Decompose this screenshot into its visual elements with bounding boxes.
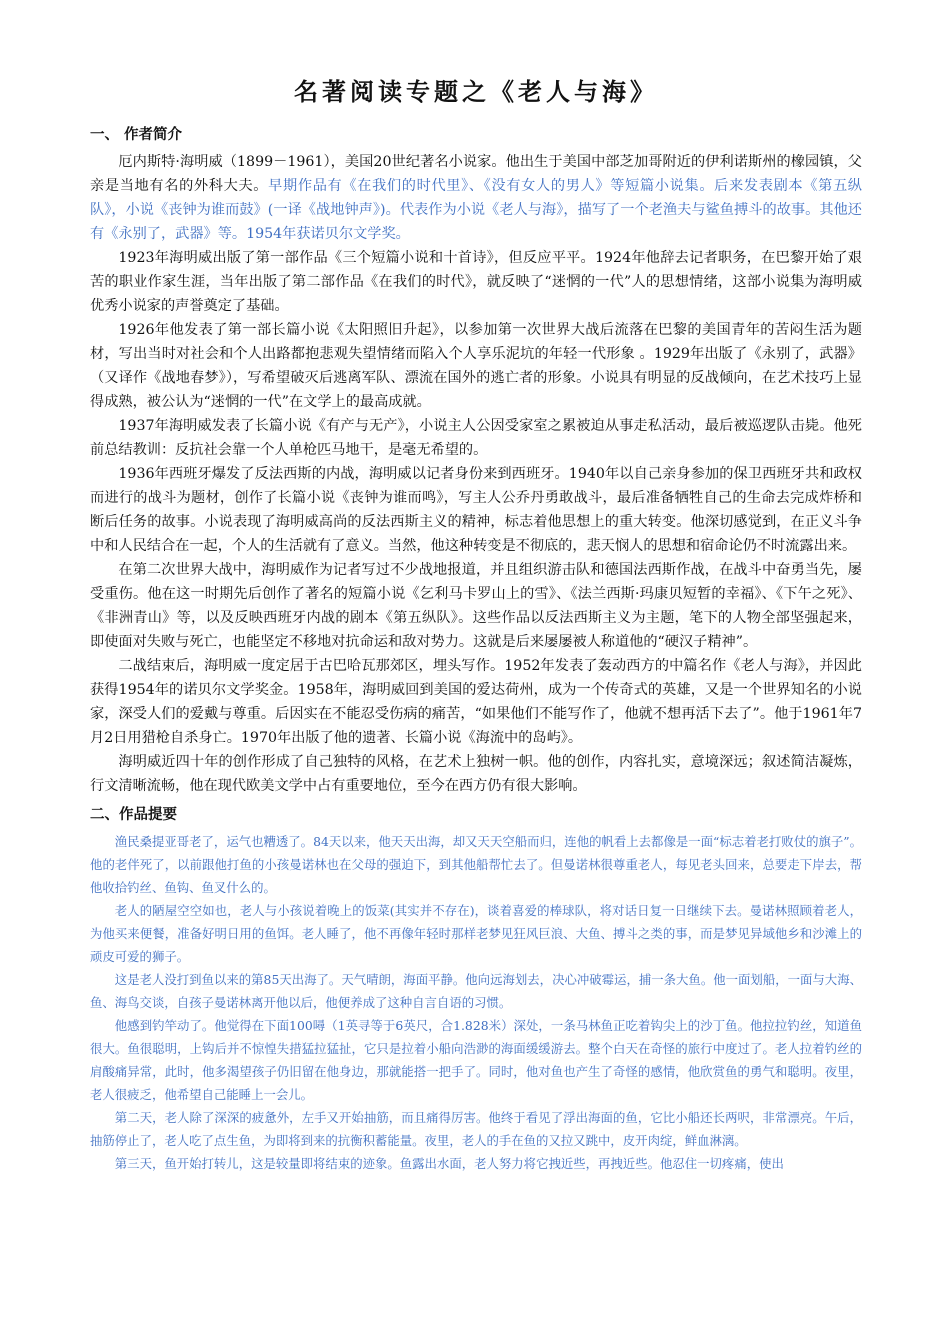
author-paragraph-7: 二战结束后，海明威一度定居于古巴哈瓦那郊区，埋头写作。1952年发表了轰动西方的中篇名作《老人与海》，并因此获得1954年的诺贝尔文学奖金。1958年，海明威回到美国的爱达荷州，成为一个传奇式的英雄，又是一个世界知名的小说家，深受人们的爱戴与尊重。后因实在不能忍受伤病的痛苦，“如果他们不能写作了，他就不想再活下去了”。他于1961年7月2日用猎枪自杀身亡。1970年出版了他的遗著、长篇小说《海流中的岛屿》。 <box>90 658 862 746</box>
author-paragraph-1-highlight: 早期作品有《在我们的时代里》、《没有女人的男人》等短篇小说集。后来发表剧本《第五纵队》，小说《丧钟为谁而鼓》(一译《战地钟声》)。代表作为小说《老人与海》，描写了一个老渔夫与鲨鱼搏斗的故事。其他还有《永别了，武器》等。1954年获诺贝尔文学奖。 <box>90 178 862 242</box>
summary-paragraph-3: 这是老人没打到鱼以来的第85天出海了。天气晴朗，海面平静。他向远海划去，决心冲破霉运，捕一条大鱼。他一面划船，一面与大海、鱼、海鸟交谈，自孩子曼诺林离开他以后，他便养成了这种自言自语的习惯。 <box>90 972 862 1010</box>
summary-paragraph-5: 第二天，老人除了深深的疲惫外，左手又开始抽筋，而且痛得厉害。他终于看见了浮出海面的鱼，它比小船还长两呎，非常漂亮。午后，抽筋停止了，老人吃了点生鱼，为即将到来的抗衡积蓄能量。夜里，老人的手在鱼的又拉又跳中，皮开肉绽，鲜血淋漓。 <box>90 1110 862 1148</box>
section-heading-author: 一、 作者简介 <box>90 127 183 143</box>
author-paragraph-3: 1926年他发表了第一部长篇小说《太阳照旧升起》，以参加第一次世界大战后流落在巴黎的美国青年的苦闷生活为题材，写出当时对社会和个人出路都抱悲观失望情绪而陷入个人享乐泥坑的年轻一代形象 。1929年出版了《永别了，武器》（又译作《战地春梦》），写希望破灭后逃离军队、漂流在国外的逃亡者的形象。小说具有明显的反战倾向，在艺术技巧上显得成熟，被公认为“迷惘的一代”在文学上的最高成就。 <box>90 322 862 410</box>
summary-section <box>90 830 862 1175</box>
author-paragraph-1-text: 厄内斯特·海明威（1899－1961），美国20世纪著名小说家。他出生于美国中部芝加哥附近的伊利诺斯州的橡园镇，父亲是当地有名的外科大夫。 <box>90 154 862 194</box>
summary-paragraph-6: 第三天，鱼开始打转儿，这是较量即将结束的迹象。鱼露出水面，老人努力将它拽近些，再拽近些。他忍住一切疼痛，使出 <box>114 1156 784 1171</box>
author-paragraph-4: 1937年海明威发表了长篇小说《有产与无产》，小说主人公因受家室之累被迫从事走私活动，最后被巡逻队击毙。他死前总结教训：反抗社会靠一个人单枪匹马地干，是毫无希望的。 <box>90 418 862 458</box>
summary-paragraph-1: 渔民桑提亚哥老了，运气也糟透了。84天以来，他天天出海，却又天天空船而归，连他的帆看上去都像是一面“标志着老打败仗的旗子”。他的老伴死了，以前跟他打鱼的小孩曼诺林也在父母的强迫下，到其他船帮忙去了。但曼诺林很尊重老人，每见老头回来，总要走下岸去，帮他收拾钓丝、鱼钩、鱼叉什么的。 <box>90 834 862 895</box>
page-title: 名著阅读专题之《老人与海》 <box>294 78 658 106</box>
author-paragraph-6: 在第二次世界大战中，海明威作为记者写过不少战地报道，并且组织游击队和德国法西斯作战，在战斗中奋勇当先，屡受重伤。他在这一时期先后创作了著名的短篇小说《乞利马卡罗山上的雪》、《法兰西斯·玛康贝短暂的幸福》、《下午之死》、《非洲青山》等，以及反映西班牙内战的剧本《第五纵队》。这些作品以反法西斯主义为主题，笔下的人物全部坚强起来，即使面对失败与死亡，也能坚定不移地对抗命运和敌对势力。这就是后来屡屡被人称道他的“硬汉子精神”。 <box>90 562 862 650</box>
summary-paragraph-2: 老人的陋屋空空如也，老人与小孩说着晚上的饭菜(其实并不存在)，谈着喜爱的棒球队，将对话日复一日继续下去。曼诺林照顾着老人，为他买来便餐，准备好明日用的鱼饵。老人睡了，他不再像年轻时那样老梦见狂风巨浪、大鱼、搏斗之类的事，而是梦见异域他乡和沙滩上的顽皮可爱的狮子。 <box>90 903 862 964</box>
section-heading-summary: 二、作品提要 <box>90 807 177 823</box>
author-paragraph-2: 1923年海明威出版了第一部作品《三个短篇小说和十首诗》，但反应平平。1924年他辞去记者职务，在巴黎开始了艰苦的职业作家生涯，当年出版了第二部作品《在我们的时代》，就反映了“迷惘的一代”人的思想情绪，这部小说集为海明威优秀小说家的声誉奠定了基础。 <box>90 250 862 314</box>
summary-paragraph-4: 他感到钓竿动了。他觉得在下面100噚（1英寻等于6英尺，合1.828米）深处，一条马林鱼正吃着钩尖上的沙丁鱼。他拉拉钓丝，知道鱼很大。鱼很聪明，上钩后并不惊惶失措猛拉猛扯，它只是拉着小船向浩渺的海面缓缓游去。整个白天在奇怪的旅行中度过了。老人拉着钓丝的肩酸痛异常，此时，他多渴望孩子仍旧留在他身边，那就能搭一把手了。同时，他对鱼也产生了奇怪的感情，他欣赏鱼的勇气和聪明。夜里，老人很疲乏，他希望自己能睡上一会儿。 <box>90 1018 862 1102</box>
author-paragraph-8: 海明威近四十年的创作形成了自己独特的风格，在艺术上独树一帜。他的创作，内容扎实，意境深远；叙述简洁凝炼，行文清晰流畅，他在现代欧美文学中占有重要地位，至今在西方仍有很大影响。 <box>90 754 862 794</box>
author-paragraph-1 <box>90 150 862 246</box>
author-paragraph-5: 1936年西班牙爆发了反法西斯的内战，海明威以记者身份来到西班牙。1940年以自己亲身参加的保卫西班牙共和政权而进行的战斗为题材，创作了长篇小说《丧钟为谁而鸣》，写主人公乔丹勇敢战斗，最后准备牺牲自己的生命去完成炸桥和断后任务的故事。小说表现了海明威高尚的反法西斯主义的精神，标志着他思想上的重大转变。他深切感觉到，在正义斗争中和人民结合在一起，个人的生活就有了意义。当然，他这种转变是不彻底的，悲天悯人的思想和宿命论仍不时流露出来。 <box>90 466 862 554</box>
document-page <box>90 72 862 1175</box>
